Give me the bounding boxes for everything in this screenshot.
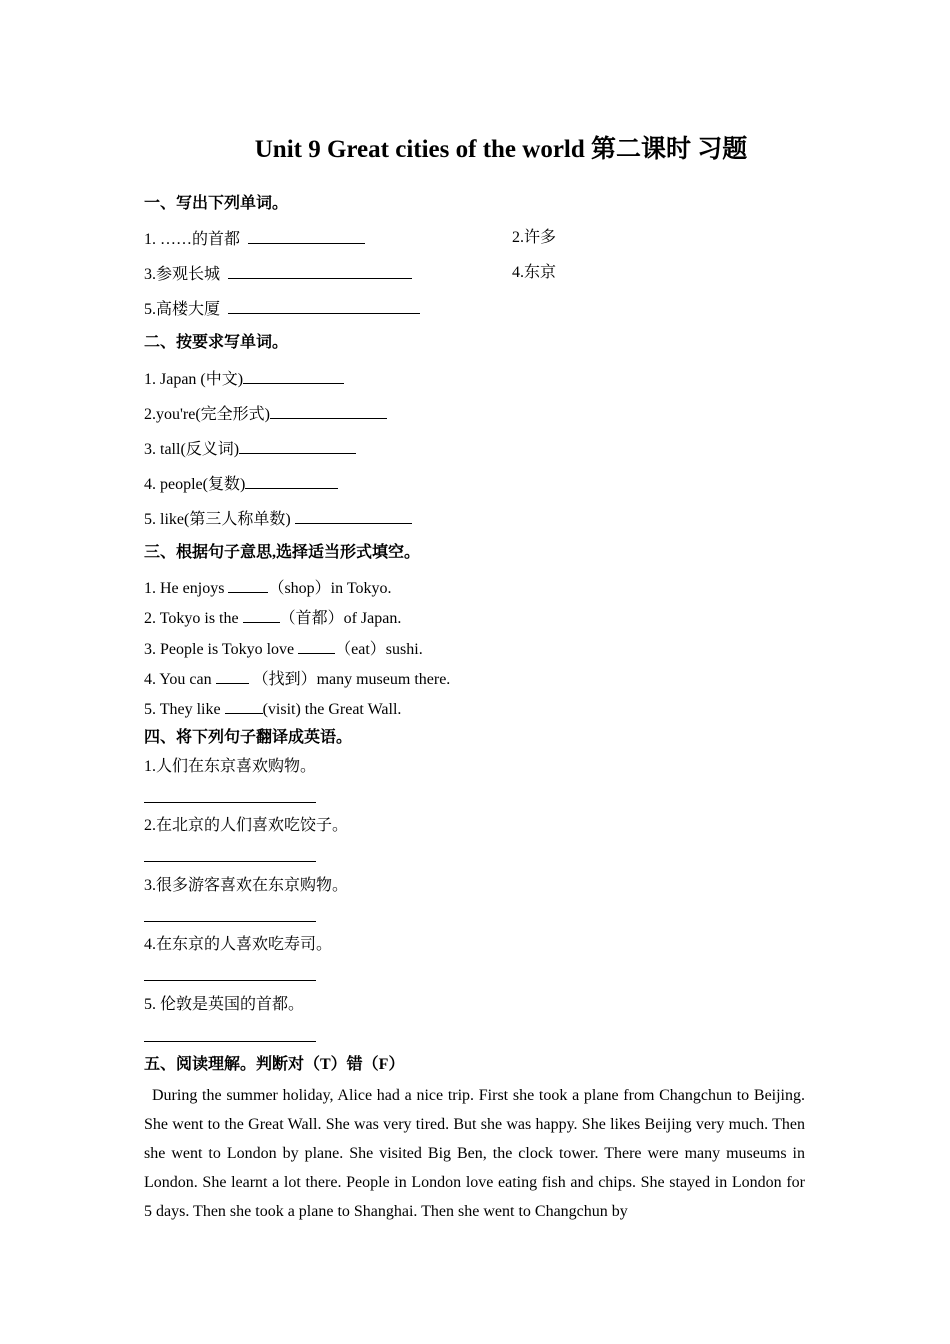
answer-blank[interactable] [225,697,263,714]
answer-blank[interactable] [228,262,412,279]
translation-answer-line[interactable] [144,861,316,862]
section1-item-3 [144,262,412,286]
item-text: 1. ……的首都 [144,231,241,248]
section3-item-5 [144,697,401,721]
translation-answer-line[interactable] [144,921,316,922]
answer-blank[interactable] [243,367,344,384]
item-post: （eat）sushi. [335,641,423,658]
section3-heading: 三、根据句子意思,选择适当形式填空。 [144,544,421,561]
item-post: (visit) the Great Wall. [262,701,402,718]
item-pre: 3. People is Tokyo love [144,641,299,658]
translation-answer-line[interactable] [144,1041,316,1042]
page-title: Unit 9 Great cities of the world 第二课时 习题 [254,136,748,163]
item-text: 1. Japan (中文) [144,371,244,388]
item-post: （找到）many museum there. [248,671,451,688]
item-pre: 4. You can [144,671,216,688]
item-text: 5. like(第三人称单数) [144,511,291,528]
answer-blank[interactable] [245,472,338,489]
item-pre: 5. They like [144,701,225,718]
section3-item-1 [144,576,391,600]
item-text: 2.you're(完全形式) [144,406,270,423]
section2-item-5 [144,507,412,531]
answer-blank[interactable] [239,437,356,454]
section4-item-2: 2.在北京的人们喜欢吃饺子。 [144,817,349,834]
answer-blank[interactable] [295,507,412,524]
answer-blank[interactable] [228,297,420,314]
item-text: 5.高楼大厦 [144,301,221,318]
answer-blank[interactable] [228,576,268,593]
section4-item-4: 4.在东京的人喜欢吃寿司。 [144,936,333,953]
item-post: （shop）in Tokyo. [268,580,392,597]
item-text: 4. people(复数) [144,476,246,493]
section3-item-3 [144,637,423,661]
answer-blank[interactable] [243,606,280,623]
section1-item-5 [144,297,420,321]
section2-item-3 [144,437,356,461]
section2-item-4 [144,472,338,496]
section1-item-1 [144,227,365,251]
section5-heading: 五、阅读理解。判断对（T）错（F） [144,1056,405,1073]
item-text: 3.参观长城 [144,266,221,283]
section3-item-2 [144,606,401,630]
item-pre: 1. He enjoys [144,580,229,597]
section1-item-4: 4.东京 [512,264,557,281]
section4-item-1: 1.人们在东京喜欢购物。 [144,758,317,775]
reading-passage: During the summer holiday, Alice had a nice trip. First she took a plane from Changchun to Beijing. She went to the Great Wall. She was very tired. But she was happy. She likes Beijing very much. Then she went to London by plane. She visited Big Ben, the clock tower. There were many museums in London. She learnt a lot there. People in London love eating fish and chips. She stayed in London for 5 days. Then she took a plane to Shanghai. Then she went to Changchun by [144,1087,805,1220]
item-pre: 2. Tokyo is the [144,610,243,627]
item-post: （首都）of Japan. [279,610,402,627]
answer-blank[interactable] [270,402,387,419]
section2-item-1 [144,367,344,391]
answer-blank[interactable] [298,637,335,654]
section1-item-2: 2.许多 [512,229,557,246]
section2-heading: 二、按要求写单词。 [144,334,289,351]
section4-heading: 四、将下列句子翻译成英语。 [144,729,353,746]
section4-item-3: 3.很多游客喜欢在东京购物。 [144,877,349,894]
item-text: 3. tall(反义词) [144,441,240,458]
section2-item-2 [144,402,387,426]
translation-answer-line[interactable] [144,980,316,981]
answer-blank[interactable] [248,227,365,244]
section4-item-5: 5. 伦敦是英国的首都。 [144,996,305,1013]
section1-heading: 一、写出下列单词。 [144,195,289,212]
answer-blank[interactable] [216,667,249,684]
translation-answer-line[interactable] [144,802,316,803]
section3-item-4 [144,667,450,691]
